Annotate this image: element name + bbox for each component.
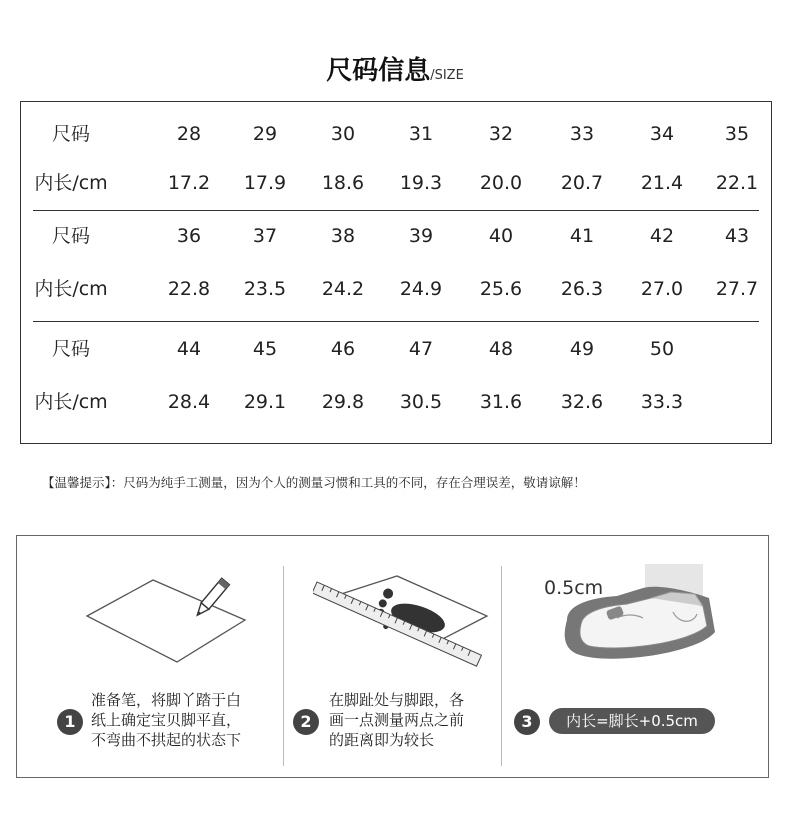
step-1-text (91, 690, 241, 750)
size-cell: 29 (252, 123, 278, 145)
row-label: 内长/cm (34, 391, 108, 413)
title-sub: /SIZE (430, 68, 464, 83)
step-number: 1 (57, 709, 83, 735)
length-cell: 30.5 (399, 391, 443, 413)
step-text-line: 不弯曲不拱起的状态下 (91, 731, 242, 749)
size-cell: 47 (408, 338, 434, 360)
row-label: 尺码 (51, 338, 90, 360)
size-cell: 43 (724, 225, 750, 247)
size-cell: 36 (176, 225, 202, 247)
inner-length-formula: 内长=脚长+0.5cm (549, 708, 715, 734)
length-cell: 25.6 (479, 278, 523, 300)
length-cell: 19.3 (399, 172, 443, 194)
table-divider (33, 321, 759, 322)
measurement-notice: 【温馨提示】：尺码为纯手工测量，因为个人的测量习惯和工具的不同，存在合理误差，敬请谅解！ (42, 475, 586, 490)
length-cell: 31.6 (479, 391, 523, 413)
length-cell: 26.3 (560, 278, 604, 300)
size-cell: 40 (488, 225, 514, 247)
step-text-line: 的距离即为较长 (329, 731, 435, 749)
length-cell: 23.5 (243, 278, 287, 300)
length-cell: 22.8 (167, 278, 211, 300)
paper-pencil-illustration (77, 566, 257, 676)
title-main: 尺码信息 (326, 56, 431, 86)
size-cell: 34 (649, 123, 675, 145)
length-cell: 28.4 (167, 391, 211, 413)
length-cell: 24.9 (399, 278, 443, 300)
size-cell: 32 (488, 123, 514, 145)
size-cell: 38 (330, 225, 356, 247)
size-cell: 48 (488, 338, 514, 360)
length-cell: 17.2 (167, 172, 211, 194)
step-text-line: 纸上确定宝贝脚平直， (91, 711, 242, 729)
length-cell: 18.6 (321, 172, 365, 194)
step-separator (501, 566, 502, 766)
size-cell: 39 (408, 225, 434, 247)
size-cell: 37 (252, 225, 278, 247)
row-label: 尺码 (51, 225, 90, 247)
size-cell: 30 (330, 123, 356, 145)
length-cell: 17.9 (243, 172, 287, 194)
size-cell: 28 (176, 123, 202, 145)
size-table (20, 101, 772, 444)
length-cell: 27.0 (640, 278, 684, 300)
margin-label: 0.5cm (544, 577, 604, 599)
size-cell: 46 (330, 338, 356, 360)
step-separator (283, 566, 284, 766)
size-cell: 50 (649, 338, 675, 360)
size-cell: 44 (176, 338, 202, 360)
footprint-ruler-illustration (313, 566, 493, 686)
length-cell: 27.7 (715, 278, 759, 300)
step-text-line: 在脚趾处与脚跟，各 (329, 691, 465, 709)
size-cell: 33 (569, 123, 595, 145)
length-cell: 20.0 (479, 172, 523, 194)
size-cell: 45 (252, 338, 278, 360)
step-text-line: 准备笔，将脚丫踏于白 (91, 691, 242, 709)
length-cell: 33.3 (640, 391, 684, 413)
row-label: 内长/cm (34, 172, 108, 194)
length-cell: 24.2 (321, 278, 365, 300)
foot-in-shoe-icon (547, 558, 747, 676)
size-cell: 35 (724, 123, 750, 145)
size-cell: 49 (569, 338, 595, 360)
length-cell: 22.1 (715, 172, 759, 194)
size-cell: 41 (569, 225, 595, 247)
length-cell: 20.7 (560, 172, 604, 194)
size-row (21, 334, 771, 364)
page-title (0, 50, 790, 87)
row-label: 尺码 (51, 123, 90, 145)
size-row (21, 119, 771, 149)
length-row (21, 274, 771, 304)
row-label: 内长/cm (34, 278, 108, 300)
size-row (21, 221, 771, 251)
size-cell: 42 (649, 225, 675, 247)
measurement-steps (16, 535, 769, 778)
step-text-line: 画一点测量两点之前 (329, 711, 465, 729)
length-cell: 29.1 (243, 391, 287, 413)
length-row (21, 168, 771, 198)
length-cell: 29.8 (321, 391, 365, 413)
step-number: 3 (514, 709, 540, 735)
length-cell: 32.6 (560, 391, 604, 413)
length-cell: 21.4 (640, 172, 684, 194)
step-2-text (329, 690, 464, 750)
size-cell: 31 (408, 123, 434, 145)
length-row (21, 387, 771, 417)
step-number: 2 (293, 709, 319, 735)
table-divider (33, 210, 759, 211)
